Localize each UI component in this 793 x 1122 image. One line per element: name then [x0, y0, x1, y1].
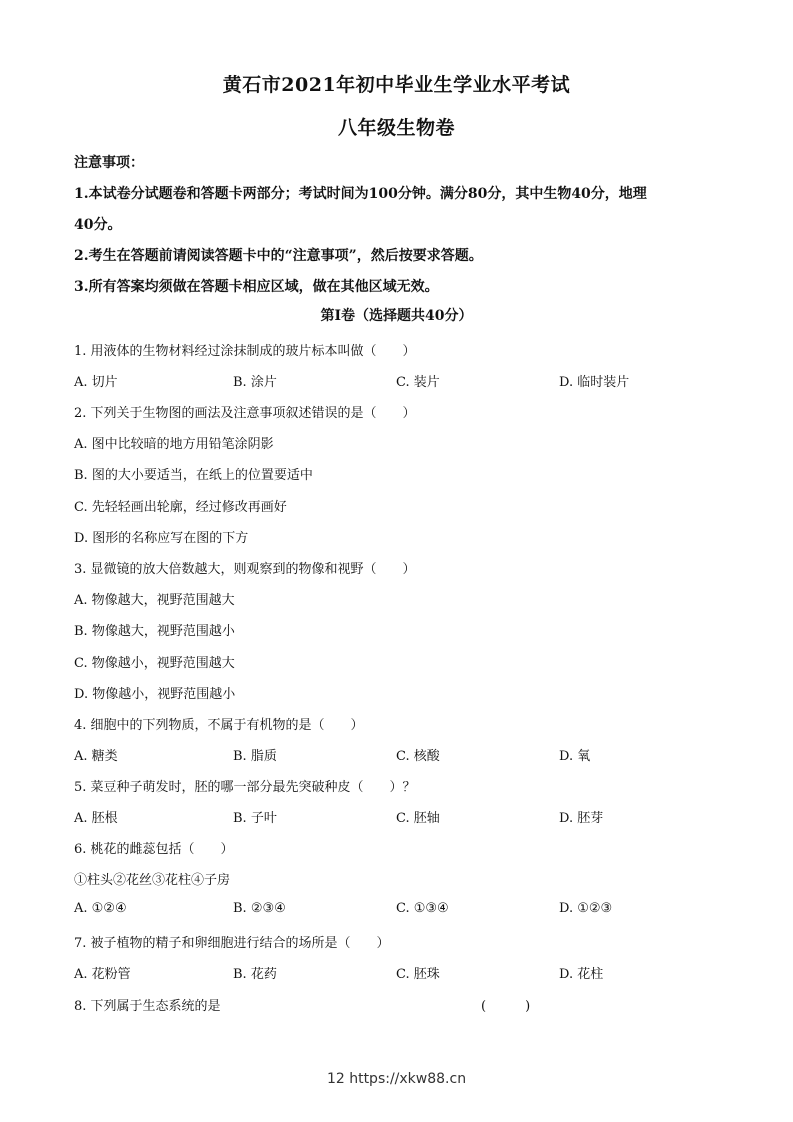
notes-heading: 注意事项：: [74, 155, 144, 171]
question-3-option-b: B. 物像越大，视野范围越小: [74, 624, 235, 639]
question-4-option-d: D. 氧: [559, 749, 591, 764]
question-4-option-a: A. 糖类: [74, 749, 118, 764]
exam-subtitle: 八年级生物卷: [337, 117, 455, 139]
question-3-option-d: D. 物像越小，视野范围越小: [74, 687, 236, 702]
exam-title: 黄石市2021年初中毕业生学业水平考试: [222, 74, 571, 96]
question-8-stem: 8. 下列属于生态系统的是: [74, 999, 221, 1014]
question-7-option-a: A. 花粉管: [74, 967, 131, 982]
question-4-option-c: C. 核酸: [396, 749, 440, 764]
question-6-stem: 6. 桃花的雌蕊包括（ ）: [74, 842, 234, 857]
question-3-stem: 3. 显微镜的放大倍数越大，则观察到的物像和视野（ ）: [74, 562, 416, 577]
question-2-stem: 2. 下列关于生物图的画法及注意事项叙述错误的是（ ）: [74, 406, 416, 421]
question-1-option-b: B. 涂片: [233, 375, 277, 390]
question-4-option-b: B. 脂质: [233, 749, 277, 764]
question-3-option-a: A. 物像越大，视野范围越大: [74, 593, 235, 608]
page-footer: 12 https://xkw88.cn: [326, 1071, 467, 1087]
question-6-option-b: B. ②③④: [233, 901, 286, 916]
question-7-option-d: D. 花柱: [559, 967, 604, 982]
question-2-option-c: C. 先轻轻画出轮廓，经过修改再画好: [74, 500, 287, 515]
question-5-option-d: D. 胚芽: [559, 811, 604, 826]
question-7-stem: 7. 被子植物的精子和卵细胞进行结合的场所是（ ）: [74, 936, 390, 951]
question-1-stem: 1. 用液体的生物材料经过涂抹制成的玻片标本叫做（ ）: [74, 344, 416, 359]
question-2-option-a: A. 图中比较暗的地方用铅笔涂阴影: [74, 437, 274, 452]
question-1-option-d: D. 临时装片: [559, 375, 630, 390]
question-5-stem: 5. 菜豆种子萌发时，胚的哪一部分最先突破种皮（ ）？: [74, 780, 416, 795]
question-5-option-b: B. 子叶: [233, 811, 277, 826]
question-4-stem: 4. 细胞中的下列物质，不属于有机物的是（ ）: [74, 718, 364, 733]
note-item-1: 1.本试卷分试题卷和答题卡两部分；考试时间为100分钟。满分80分，其中生物40分，地理: [74, 186, 647, 202]
question-7-option-c: C. 胚珠: [396, 967, 440, 982]
question-5-option-c: C. 胚轴: [396, 811, 440, 826]
question-8-answer-paren: ( ): [481, 999, 531, 1014]
question-5-option-a: A. 胚根: [74, 811, 118, 826]
question-2-option-b: B. 图的大小要适当，在纸上的位置要适中: [74, 468, 313, 483]
question-3-option-c: C. 物像越小，视野范围越大: [74, 656, 235, 671]
question-1-option-a: A. 切片: [74, 375, 118, 390]
note-item-3: 3.所有答案均须做在答题卡相应区域，做在其他区域无效。: [74, 279, 439, 295]
question-1-option-c: C. 装片: [396, 375, 440, 390]
question-2-option-d: D. 图形的名称应写在图的下方: [74, 531, 249, 546]
question-6-subtext: ①柱头②花丝③花柱④子房: [74, 873, 231, 888]
note-item-2: 2.考生在答题前请阅读答题卡中的“注意事项”，然后按要求答题。: [74, 248, 483, 264]
question-7-option-b: B. 花药: [233, 967, 277, 982]
section-title: 第I卷（选择题共40分）: [320, 308, 473, 324]
question-6-option-a: A. ①②④: [74, 901, 127, 916]
question-6-option-c: C. ①③④: [396, 901, 449, 916]
question-6-option-d: D. ①②③: [559, 901, 613, 916]
note-item-1-cont: 40分。: [74, 217, 122, 233]
